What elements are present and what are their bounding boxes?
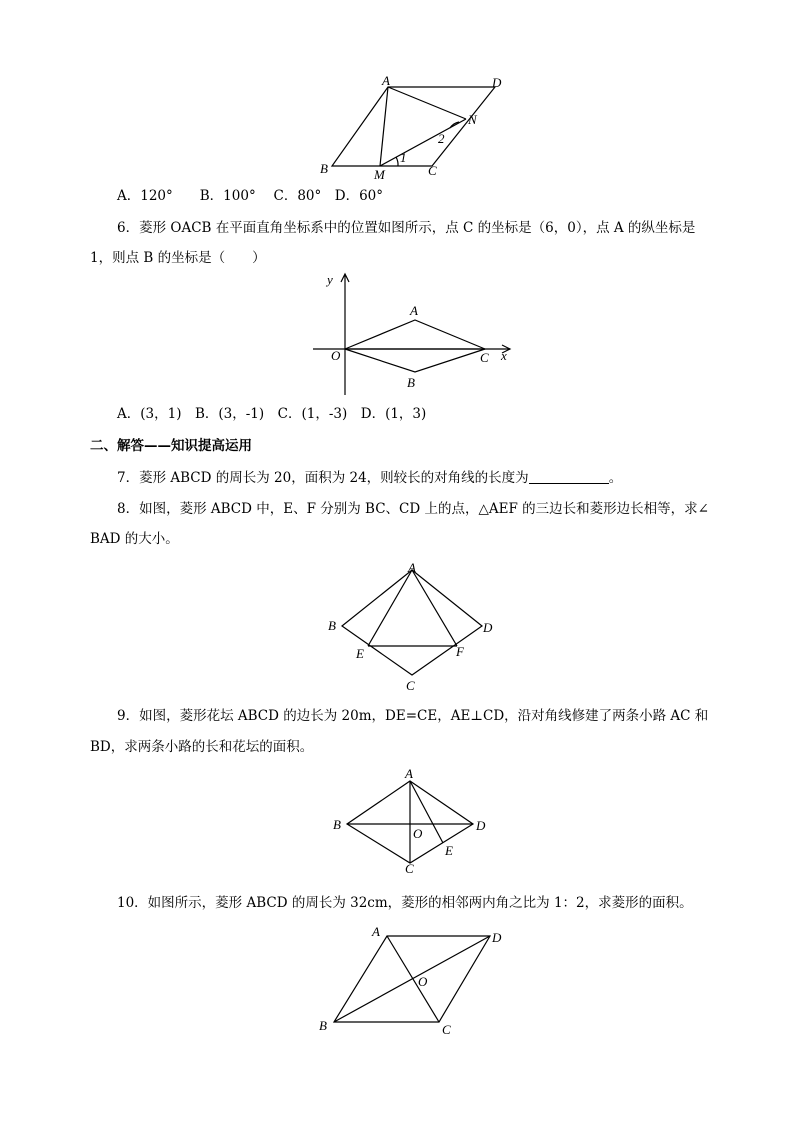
q9-rhombus-figure bbox=[325, 763, 500, 873]
q10-label-c: C bbox=[442, 1022, 451, 1037]
section2-heading: 二、解答——知识提高运用 bbox=[90, 438, 252, 454]
q9-label-a: A bbox=[405, 766, 413, 781]
q10-label-b: B bbox=[319, 1018, 327, 1033]
q8-text-line1: 8．如图，菱形 ABCD 中，E、F 分别为 BC、CD 上的点，△AEF 的三边长和菱形边长相等，求∠ bbox=[117, 501, 709, 517]
q5-angle-2: 2 bbox=[438, 131, 445, 146]
q8-label-b: B bbox=[328, 618, 336, 633]
q9-label-d: D bbox=[476, 818, 486, 833]
q10-label-o: O bbox=[418, 974, 428, 989]
q8-label-f: F bbox=[456, 644, 464, 659]
q10-label-d: D bbox=[492, 930, 502, 945]
q6-label-b: B bbox=[407, 375, 415, 390]
q9-label-b: B bbox=[333, 817, 341, 832]
q5-label-d: D bbox=[492, 75, 502, 90]
q5-rhombus-figure bbox=[310, 70, 510, 185]
q9-text-line2: BD，求两条小路的长和花坛的面积。 bbox=[90, 739, 314, 755]
q7-text bbox=[117, 468, 622, 488]
q9-text-line1: 9．如图，菱形花坛 ABCD 的边长为 20m，DE=CE，AE⊥CD，沿对角线修建了两条小路 AC 和 bbox=[117, 708, 709, 724]
q5-label-m: M bbox=[374, 167, 385, 182]
q7-answer-blank[interactable] bbox=[529, 469, 609, 484]
q5-label-n: N bbox=[468, 112, 477, 127]
q5-label-b: B bbox=[320, 161, 328, 176]
q8-label-e: E bbox=[356, 646, 364, 661]
q6-coordinate-figure bbox=[305, 270, 525, 400]
q8-label-a: A bbox=[408, 560, 416, 575]
q5-angle-1: 1 bbox=[400, 150, 407, 165]
q5-label-c: C bbox=[428, 163, 437, 178]
q10-rhombus-figure bbox=[312, 922, 512, 1040]
q6-label-a: A bbox=[410, 303, 418, 318]
q6-label-y: y bbox=[327, 272, 333, 287]
q6-label-c: C bbox=[480, 350, 489, 365]
q8-label-d: D bbox=[483, 620, 493, 635]
q5-options: A．120° B．100° C．80° D．60° bbox=[117, 188, 384, 204]
q6-text-line2: 1，则点 B 的坐标是（ ） bbox=[90, 250, 266, 266]
q6-label-o: O bbox=[331, 348, 341, 363]
q6-label-x: x bbox=[501, 348, 507, 363]
q7-text-before: 7．菱形 ABCD 的周长为 20，面积为 24，则较长的对角线的长度为 bbox=[117, 470, 529, 486]
q6-text-line1: 6．菱形 OACB 在平面直角坐标系中的位置如图所示，点 C 的坐标是（6，0），点 A 的纵坐标是 bbox=[117, 220, 696, 236]
q6-options: A．(3，1) B．(3，-1) C．(1，-3) D．(1，3) bbox=[117, 406, 427, 422]
q8-rhombus-figure bbox=[320, 560, 500, 695]
q9-label-o: O bbox=[413, 826, 423, 841]
q8-text-line2: BAD 的大小。 bbox=[90, 531, 179, 547]
q8-label-c: C bbox=[406, 678, 415, 693]
q7-text-after: 。 bbox=[608, 470, 623, 486]
q9-label-c: C bbox=[405, 861, 414, 873]
q9-label-e: E bbox=[445, 843, 453, 858]
q5-label-a: A bbox=[382, 73, 390, 88]
q10-text: 10．如图所示，菱形 ABCD 的周长为 32cm，菱形的相邻两内角之比为 1：2，求菱形的面积。 bbox=[117, 895, 693, 911]
q10-label-a: A bbox=[372, 924, 380, 939]
